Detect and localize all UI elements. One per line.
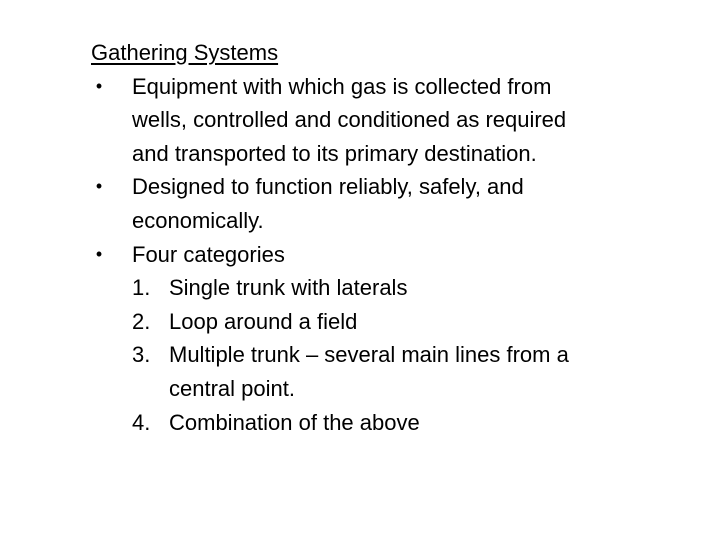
numbered-item (132, 406, 691, 440)
item-text: Combination of the above (169, 409, 420, 435)
bullet-icon: • (95, 75, 103, 96)
bullet-text: Four categories (132, 241, 285, 267)
slide-title: Gathering Systems (91, 40, 279, 65)
item-number: 1. (132, 275, 151, 301)
item-number: 2. (132, 308, 151, 334)
item-number: 4. (132, 409, 151, 435)
slide-content (91, 36, 691, 439)
bullet-text: Equipment with which gas is collected from wells, controlled and conditioned as required and transported to its primary destination. (132, 73, 567, 166)
bullet-list (91, 70, 691, 440)
numbered-item (132, 271, 691, 305)
bullet-item (91, 170, 691, 237)
bullet-icon: • (95, 176, 103, 197)
numbered-item (132, 305, 691, 339)
numbered-list (132, 271, 691, 439)
numbered-item (132, 338, 691, 405)
bullet-item (91, 70, 691, 171)
bullet-icon: • (95, 243, 103, 264)
bullet-text: Designed to function reliably, safely, and economically. (132, 174, 524, 233)
item-number: 3. (132, 342, 151, 368)
bullet-item (91, 238, 691, 440)
item-text: Loop around a field (169, 308, 358, 334)
item-text: Single trunk with laterals (169, 275, 408, 301)
item-text: Multiple trunk – several main lines from a central point. (169, 342, 569, 401)
